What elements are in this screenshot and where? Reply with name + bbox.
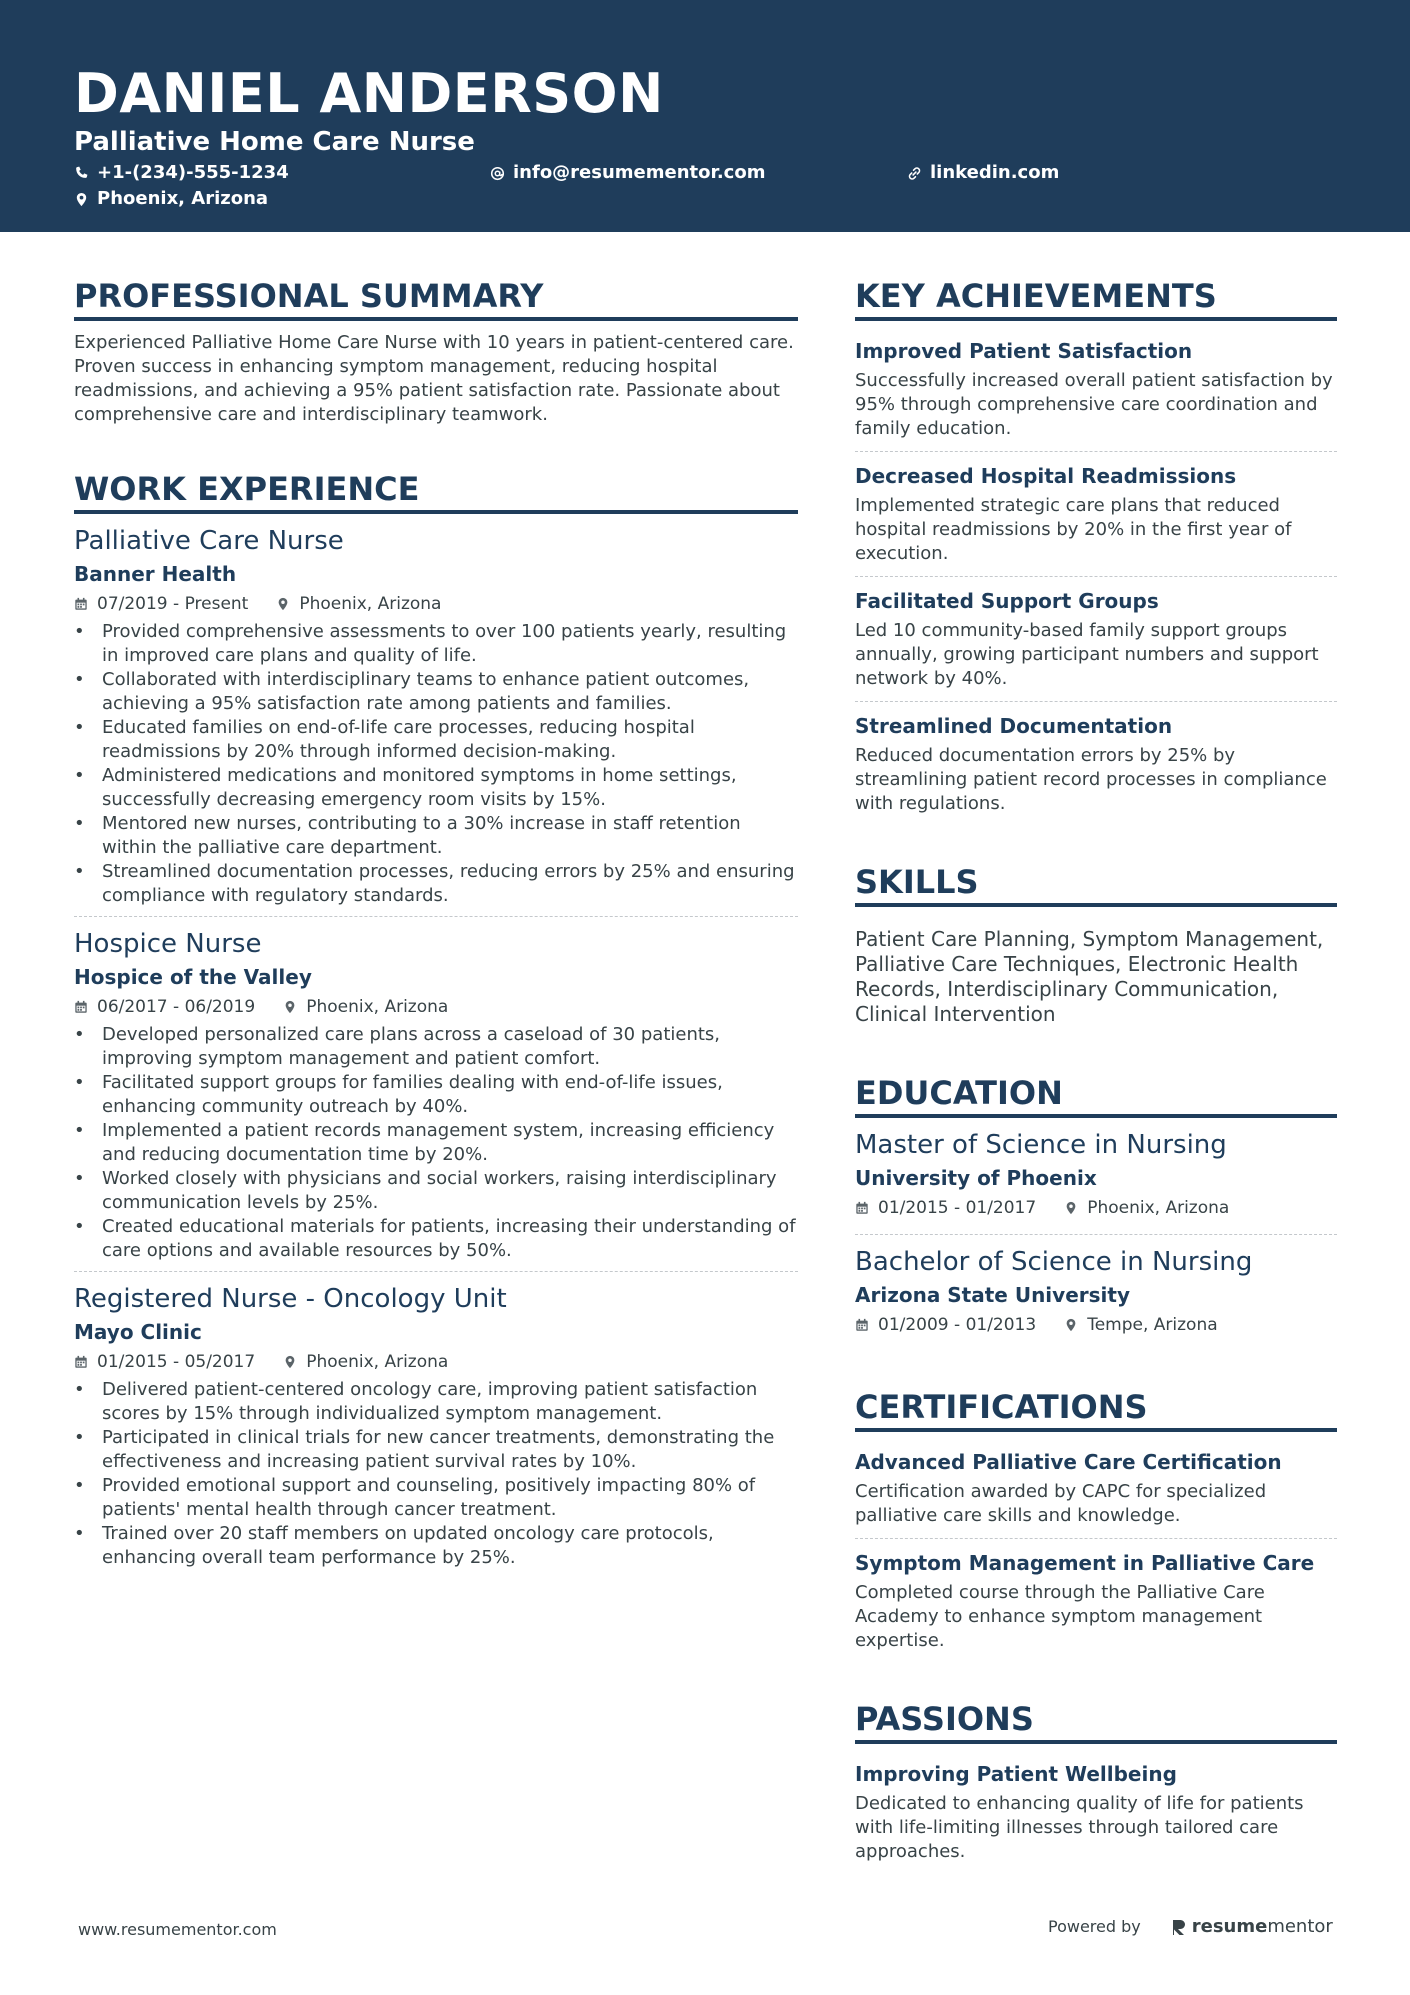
calendar-icon [74,1000,88,1014]
skills-section [855,862,1337,1027]
job-bullet: • Trained over 20 staff members on updated oncology care protocols, enhancing overall team performance by 25%. [74,1522,798,1570]
achievement-title: Decreased Hospital Readmissions [855,464,1237,488]
calendar-icon [74,597,88,611]
job-bullet: • Delivered patient-centered oncology care, improving patient satisfaction scores by 15% through individualized symptom management. [74,1378,798,1426]
education-meta [855,1196,1337,1220]
passion-item [855,1754,1337,1874]
achievement-item [855,451,1337,576]
certification-desc: Completed course through the Palliative Care Academy to enhance symptom management expertise. [855,1582,1265,1651]
education-item [855,1128,1337,1234]
job-entry [74,1271,798,1578]
education-section [855,1073,1337,1351]
job-location-text: Phoenix, Arizona [299,594,442,614]
job-location [283,995,448,1019]
phone-text: +1-(234)-555-1234 [97,162,289,183]
job-role: Palliative Care Nurse [74,526,344,556]
education-location-text: Phoenix, Arizona [1087,1198,1230,1218]
job-bullet: • Streamlined documentation processes, reducing errors by 25% and ensuring compliance with regulatory standards. [74,860,798,908]
certification-item [855,1538,1337,1663]
job-bullet: • Implemented a patient records management system, increasing efficiency and reducing documentation time by 20%. [74,1119,798,1167]
section-heading: CERTIFICATIONS [855,1387,1337,1432]
location-pin-icon [283,1355,297,1369]
education-dates: 01/2015 - 01/2017 [878,1198,1037,1218]
education-school: Arizona State University [855,1283,1130,1307]
location-pin-icon [74,192,89,207]
skills-text: Patient Care Planning, Symptom Management, Palliative Care Techniques, Electronic Health Records, Interdisciplinary Communication, Clinical Intervention [855,927,1324,1026]
location-text: Phoenix, Arizona [97,188,269,209]
education-degree: Master of Science in Nursing [855,1130,1227,1160]
achievement-title: Improved Patient Satisfaction [855,339,1193,363]
certification-title: Advanced Palliative Care Certification [855,1450,1282,1474]
education-degree: Bachelor of Science in Nursing [855,1247,1253,1277]
education-dates: 01/2009 - 01/2013 [878,1315,1037,1335]
email-text: info@resumementor.com [513,162,766,183]
candidate-name: DANIEL ANDERSON [74,62,664,125]
education-school: University of Phoenix [855,1166,1097,1190]
job-bullet: • Educated families on end-of-life care processes, reducing hospital readmissions by 20% through informed decision-making. [74,716,798,764]
candidate-title: Palliative Home Care Nurse [74,127,475,157]
brand-name-light: mentor [1267,1916,1333,1937]
linkedin-text: linkedin.com [930,162,1060,183]
passion-title: Improving Patient Wellbeing [855,1762,1177,1786]
education-location [1064,1313,1217,1337]
education-item [855,1234,1337,1351]
achievement-title: Facilitated Support Groups [855,589,1159,613]
left-column [74,276,798,1620]
achievement-desc: Implemented strategic care plans that reduced hospital readmissions by 20% in the first year of execution. [855,495,1292,564]
location-pin-icon [1064,1201,1078,1215]
job-dates: 01/2015 - 05/2017 [97,1352,256,1372]
job-bullet: • Provided comprehensive assessments to over 100 patients yearly, resulting in improved care plans and quality of life. [74,620,798,668]
certification-desc: Certification awarded by CAPC for specialized palliative care skills and knowledge. [855,1481,1267,1526]
achievement-desc: Led 10 community-based family support groups annually, growing participant numbers and support network by 40%. [855,620,1319,689]
section-heading: SKILLS [855,862,1337,907]
section-heading: PROFESSIONAL SUMMARY [74,276,798,321]
job-location-text: Phoenix, Arizona [306,1352,449,1372]
job-bullets [74,1023,798,1263]
education-meta [855,1313,1337,1337]
job-meta [74,995,798,1019]
section-heading: KEY ACHIEVEMENTS [855,276,1337,321]
job-meta [74,1350,798,1374]
summary-section [74,276,798,427]
achievement-desc: Reduced documentation errors by 25% by streamlining patient record processes in compliance with regulations. [855,745,1327,814]
job-company: Banner Health [74,562,237,586]
link-icon [907,166,922,181]
job-dates: 07/2019 - Present [97,594,249,614]
job-dates: 06/2017 - 06/2019 [97,997,256,1017]
job-bullet: • Provided emotional support and counseling, positively impacting 80% of patients' mental health through cancer treatment. [74,1474,798,1522]
job-bullet: • Mentored new nurses, contributing to a 30% increase in staff retention within the palliative care department. [74,812,798,860]
job-bullet: • Developed personalized care plans across a caseload of 30 patients, improving symptom management and patient comfort. [74,1023,798,1071]
job-entry [74,916,798,1271]
achievement-item [855,331,1337,451]
summary-text: Experienced Palliative Home Care Nurse with 10 years in patient-centered care. Proven success in enhancing symptom management, reducing hospital readmissions, and achieving a 95% patient satisfaction rate. Passionate about comprehensive care and interdisciplinary teamwork. [74,332,794,425]
job-role: Hospice Nurse [74,929,262,959]
job-bullets [74,1378,798,1570]
job-company: Mayo Clinic [74,1320,202,1344]
calendar-icon [855,1201,869,1215]
brand-name-bold: resume [1191,1916,1268,1937]
education-location-text: Tempe, Arizona [1087,1315,1218,1335]
job-bullets [74,620,798,908]
location-pin-icon [1064,1318,1078,1332]
contact-location [74,187,268,211]
achievement-desc: Successfully increased overall patient satisfaction by 95% through comprehensive care coordination and family education. [855,370,1333,439]
right-column [855,276,1337,1916]
location-pin-icon [276,597,290,611]
certification-title: Symptom Management in Palliative Care [855,1551,1315,1575]
footer-branding [1048,1916,1333,1937]
job-bullet: • Participated in clinical trials for new cancer treatments, demonstrating the effectiveness and increasing patient survival rates by 10%. [74,1426,798,1474]
certifications-section [855,1387,1337,1663]
education-location [1064,1196,1229,1220]
footer-website[interactable]: www.resumementor.com [78,1920,277,1939]
job-bullet: • Worked closely with physicians and social workers, raising interdisciplinary communication levels by 25%. [74,1167,798,1215]
contact-linkedin[interactable] [907,161,1059,185]
passion-desc: Dedicated to enhancing quality of life for patients with life-limiting illnesses through tailored care approaches. [855,1793,1304,1862]
job-company: Hospice of the Valley [74,965,312,989]
job-location [276,592,441,616]
brand-logo[interactable] [1171,1916,1333,1937]
achievement-title: Streamlined Documentation [855,714,1173,738]
job-location-text: Phoenix, Arizona [306,997,449,1017]
achievements-section [855,276,1337,826]
at-icon [490,166,505,181]
contact-phone [74,161,289,185]
job-bullet: • Administered medications and monitored symptoms in home settings, successfully decreasing emergency room visits by 15%. [74,764,798,812]
job-bullet: • Facilitated support groups for families dealing with end-of-life issues, enhancing community outreach by 40%. [74,1071,798,1119]
section-heading: EDUCATION [855,1073,1337,1118]
section-heading: WORK EXPERIENCE [74,469,798,514]
achievement-item [855,701,1337,826]
job-entry [74,524,798,916]
job-bullet: • Created educational materials for patients, increasing their understanding of care options and available resources by 50%. [74,1215,798,1263]
certification-item [855,1442,1337,1538]
experience-section [74,469,798,1578]
job-role: Registered Nurse - Oncology Unit [74,1284,507,1314]
achievement-item [855,576,1337,701]
section-heading: PASSIONS [855,1699,1337,1744]
phone-icon [74,166,89,181]
location-pin-icon [283,1000,297,1014]
powered-by-text: Powered by [1048,1917,1141,1936]
calendar-icon [74,1355,88,1369]
passions-section [855,1699,1337,1874]
job-location [283,1350,448,1374]
calendar-icon [855,1318,869,1332]
resume-header [0,0,1410,232]
job-meta [74,592,798,616]
resumementor-logo-icon [1171,1918,1187,1936]
job-bullet: • Collaborated with interdisciplinary teams to enhance patient outcomes, achieving a 95% satisfaction rate among patients and families. [74,668,798,716]
contact-email[interactable] [490,161,765,185]
